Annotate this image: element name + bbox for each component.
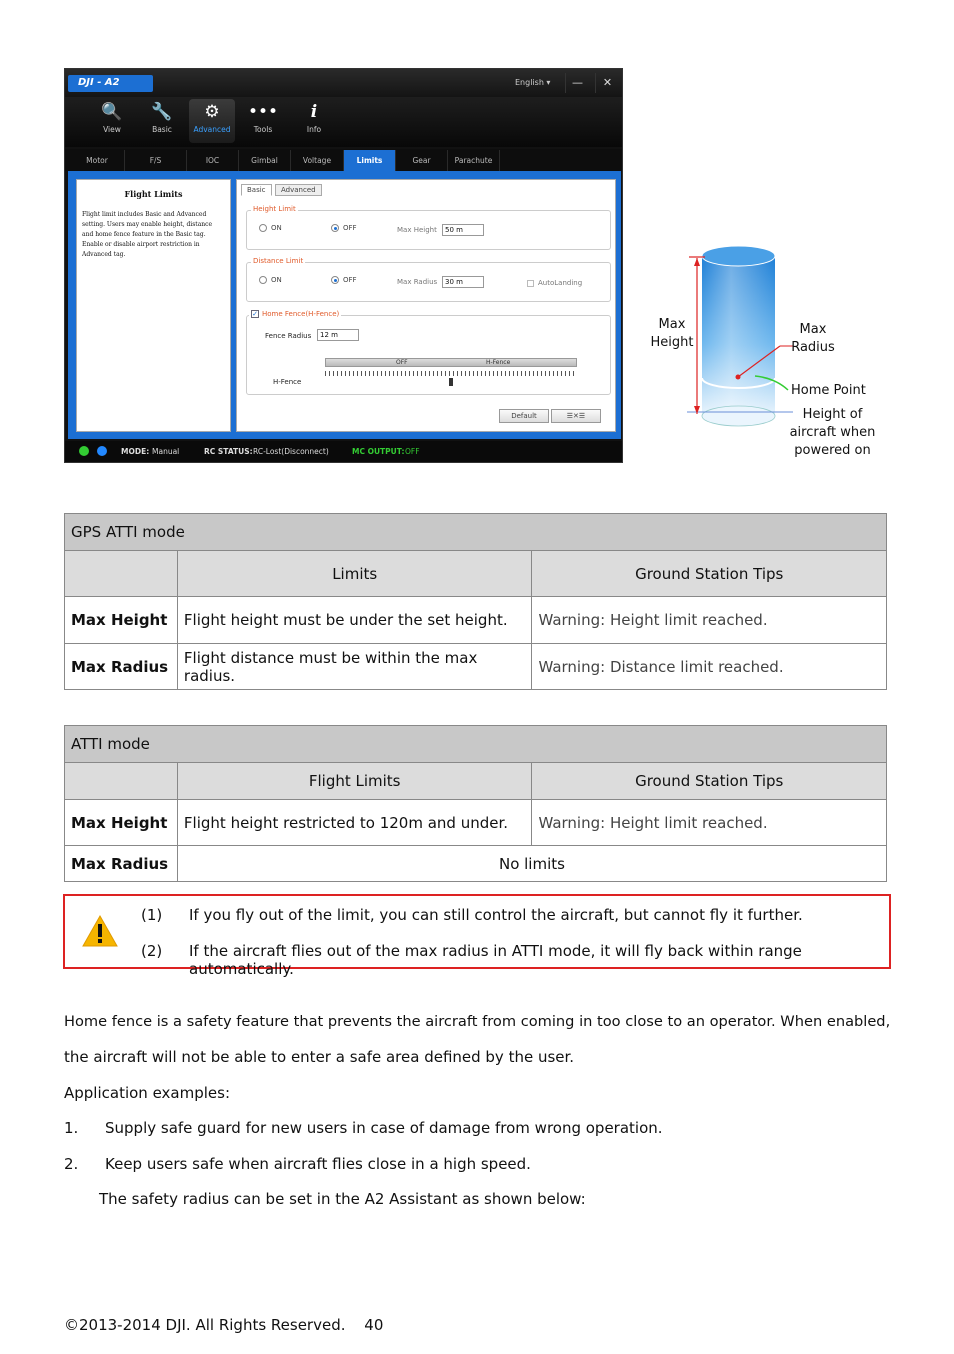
write-button[interactable] — [551, 409, 601, 423]
caption-text: Height of aircraft when powered on — [789, 407, 876, 458]
tab-parachute[interactable]: Parachute — [448, 150, 500, 171]
list-item: Keep users safe when aircraft flies close in a high speed. — [105, 1155, 531, 1173]
tab-gimbal[interactable]: Gimbal — [239, 150, 291, 171]
examples-label: Application examples: — [64, 1084, 231, 1102]
mode-label: MODE: — [121, 447, 150, 456]
tab-limits[interactable]: Limits — [344, 150, 396, 171]
distance-off-radio[interactable] — [331, 276, 357, 284]
max-radius-caption — [788, 321, 838, 357]
radio-label: ON — [271, 276, 282, 284]
wrench-icon: 🔧 — [151, 102, 173, 122]
radio-label: OFF — [343, 276, 357, 284]
table-title-row — [65, 726, 887, 763]
radio-selected-icon — [331, 224, 339, 232]
header-tips: Ground Station Tips — [532, 763, 887, 800]
dots-icon: ••• — [247, 102, 279, 122]
page-footer — [64, 1316, 383, 1334]
row-name: Max Height — [65, 597, 178, 644]
atti-table — [64, 725, 887, 882]
tool-advanced[interactable] — [189, 99, 235, 143]
autolanding-label: AutoLanding — [538, 279, 583, 287]
default-button[interactable]: Default — [499, 409, 549, 423]
table-title-row — [65, 514, 887, 551]
table-row — [65, 846, 887, 882]
row-name: Max Radius — [65, 644, 178, 690]
tool-view[interactable] — [89, 99, 135, 143]
settings-panel — [236, 179, 616, 432]
help-heading: Flight Limits — [124, 189, 183, 199]
closing-sentence: The safety radius can be set in the A2 Assistant as shown below: — [99, 1190, 586, 1208]
fence-radius-label: Fence Radius — [265, 332, 312, 340]
radio-selected-icon — [331, 276, 339, 284]
height-limit-legend: Height Limit — [253, 205, 296, 213]
subtab-basic[interactable]: Basic — [241, 184, 272, 196]
max-radius-input[interactable]: 30 m — [442, 276, 484, 288]
table-row — [65, 644, 887, 690]
mc-output-value: OFF — [405, 447, 420, 456]
list-num: 1. — [64, 1119, 79, 1137]
rc-status-value: RC-Lost(Disconnect) — [253, 447, 329, 456]
tool-tools[interactable] — [240, 99, 286, 143]
height-note-caption — [785, 406, 880, 460]
distance-limit-group — [246, 257, 611, 302]
row-name: Max Radius — [65, 846, 178, 882]
height-on-radio[interactable] — [259, 224, 282, 232]
checkbox-checked-icon: ✓ — [252, 310, 258, 318]
warning-num: (1) — [141, 906, 163, 924]
max-height-caption — [647, 316, 697, 352]
row-limit: Flight height restricted to 120m and under. — [177, 800, 532, 846]
help-panel — [76, 179, 231, 432]
limits-content — [68, 171, 621, 439]
gear-icon: ⚙ — [204, 102, 220, 122]
copyright: ©2013-2014 DJI. All Rights Reserved. — [64, 1316, 346, 1334]
header-tips: Ground Station Tips — [532, 551, 887, 597]
height-limit-group — [246, 205, 611, 250]
slider-on-label: H-Fence — [486, 359, 511, 366]
tab-motor[interactable]: Motor — [70, 150, 125, 171]
tab-fs[interactable]: F/S — [125, 150, 187, 171]
warning-text: If you fly out of the limit, you can still control the aircraft, but cannot fly it further. — [189, 906, 803, 924]
title-bar — [65, 69, 622, 97]
row-limit: Flight height must be under the set height. — [177, 597, 532, 644]
radio-icon — [259, 224, 267, 232]
row-value: No limits — [177, 846, 886, 882]
warning-icon — [81, 914, 119, 948]
mc-output-label: MC OUTPUT: — [352, 447, 405, 456]
row-tip: Warning: Distance limit reached. — [532, 644, 887, 690]
radio-label: OFF — [343, 224, 357, 232]
tab-ioc[interactable]: IOC — [187, 150, 239, 171]
limits-diagram — [645, 238, 885, 464]
max-height-input[interactable]: 50 m — [442, 224, 484, 236]
tool-info[interactable] — [291, 99, 337, 143]
home-fence-paragraph-line1: Home fence is a safety feature that prevents the aircraft from coming in too close to an operator. When enabled, — [64, 1013, 891, 1030]
write-icon: ☰✕☰ — [566, 412, 586, 420]
tab-voltage[interactable]: Voltage — [291, 150, 344, 171]
row-limit: Flight distance must be within the max radius. — [177, 644, 532, 690]
header-empty-cell — [65, 763, 178, 800]
rc-status-label: RC STATUS: — [204, 447, 253, 456]
autolanding-checkbox[interactable] — [527, 279, 582, 287]
main-toolbar — [65, 97, 622, 147]
header-flight-limits: Flight Limits — [177, 763, 532, 800]
blue-status-icon — [97, 446, 107, 456]
table-title: GPS ATTI mode — [65, 514, 887, 551]
table-header-row — [65, 551, 887, 597]
header-empty-cell — [65, 551, 178, 597]
header-limits: Limits — [177, 551, 532, 597]
tool-basic[interactable] — [139, 99, 185, 143]
h-fence-label: H-Fence — [273, 378, 302, 386]
tool-label: Tools — [253, 125, 273, 134]
tool-label: Info — [306, 125, 322, 134]
warning-text: If the aircraft flies out of the max radius in ATTI mode, it will fly back within range automatically. — [189, 942, 802, 978]
slider-off-label: OFF — [396, 359, 408, 366]
slider-track — [325, 358, 577, 367]
row-tip: Warning: Height limit reached. — [532, 800, 887, 846]
tool-label: View — [103, 125, 121, 134]
language-selector[interactable]: English ▾ — [515, 78, 551, 87]
caption-text: Max Height — [650, 317, 694, 350]
mode-value: Manual — [152, 447, 180, 456]
status-bar — [65, 441, 622, 463]
tab-gear[interactable]: Gear — [396, 150, 448, 171]
radio-label: ON — [271, 224, 282, 232]
tool-label: Advanced — [193, 125, 231, 134]
slider-thumb[interactable] — [449, 378, 453, 386]
help-text: Flight limit includes Basic and Advanced setting. Users may enable height, distance and home fence feature in the Basic tag. Enable or disable airport restriction in Advanced tag. — [82, 211, 213, 258]
advanced-tabs — [65, 149, 622, 171]
list-item: Supply safe guard for new users in case of damage from wrong operation. — [105, 1119, 663, 1137]
page-number: 40 — [364, 1316, 384, 1334]
home-fence-legend[interactable] — [249, 310, 341, 318]
distance-on-radio[interactable] — [259, 276, 282, 284]
subtab-advanced[interactable]: Advanced — [275, 184, 322, 196]
tool-label: Basic — [152, 125, 172, 134]
table-row — [65, 800, 887, 846]
app-title: DJI - A2 — [68, 75, 153, 92]
row-tip: Warning: Height limit reached. — [532, 597, 887, 644]
h-fence-slider[interactable] — [325, 358, 577, 388]
max-radius-label: Max Radius — [397, 278, 438, 286]
minimize-button[interactable]: — — [565, 73, 589, 93]
radio-icon — [259, 276, 267, 284]
a2-assistant-window — [64, 68, 623, 463]
home-fence-label: Home Fence(H-Fence) — [262, 310, 340, 318]
row-name: Max Height — [65, 800, 178, 846]
caption-text: Max Radius — [791, 322, 835, 355]
view-icon: 🔍 — [101, 102, 123, 122]
slider-ticks — [325, 371, 577, 376]
gps-atti-table — [64, 513, 887, 690]
list-num: 2. — [64, 1155, 79, 1173]
table-row — [65, 597, 887, 644]
fence-radius-input[interactable]: 12 m — [317, 329, 359, 341]
table-header-row — [65, 763, 887, 800]
height-off-radio[interactable] — [331, 224, 357, 232]
info-icon: i — [310, 102, 318, 122]
warning-box — [63, 894, 891, 978]
close-button[interactable]: ✕ — [595, 73, 619, 93]
max-height-label: Max Height — [397, 226, 437, 234]
table-title: ATTI mode — [65, 726, 887, 763]
home-fence-paragraph-line2: the aircraft will not be able to enter a safe area defined by the user. — [64, 1048, 575, 1066]
checkbox-icon — [527, 280, 534, 287]
distance-limit-legend: Distance Limit — [253, 257, 304, 265]
warning-num: (2) — [141, 942, 163, 960]
green-status-icon — [79, 446, 89, 456]
home-point-caption: Home Point — [791, 383, 866, 398]
